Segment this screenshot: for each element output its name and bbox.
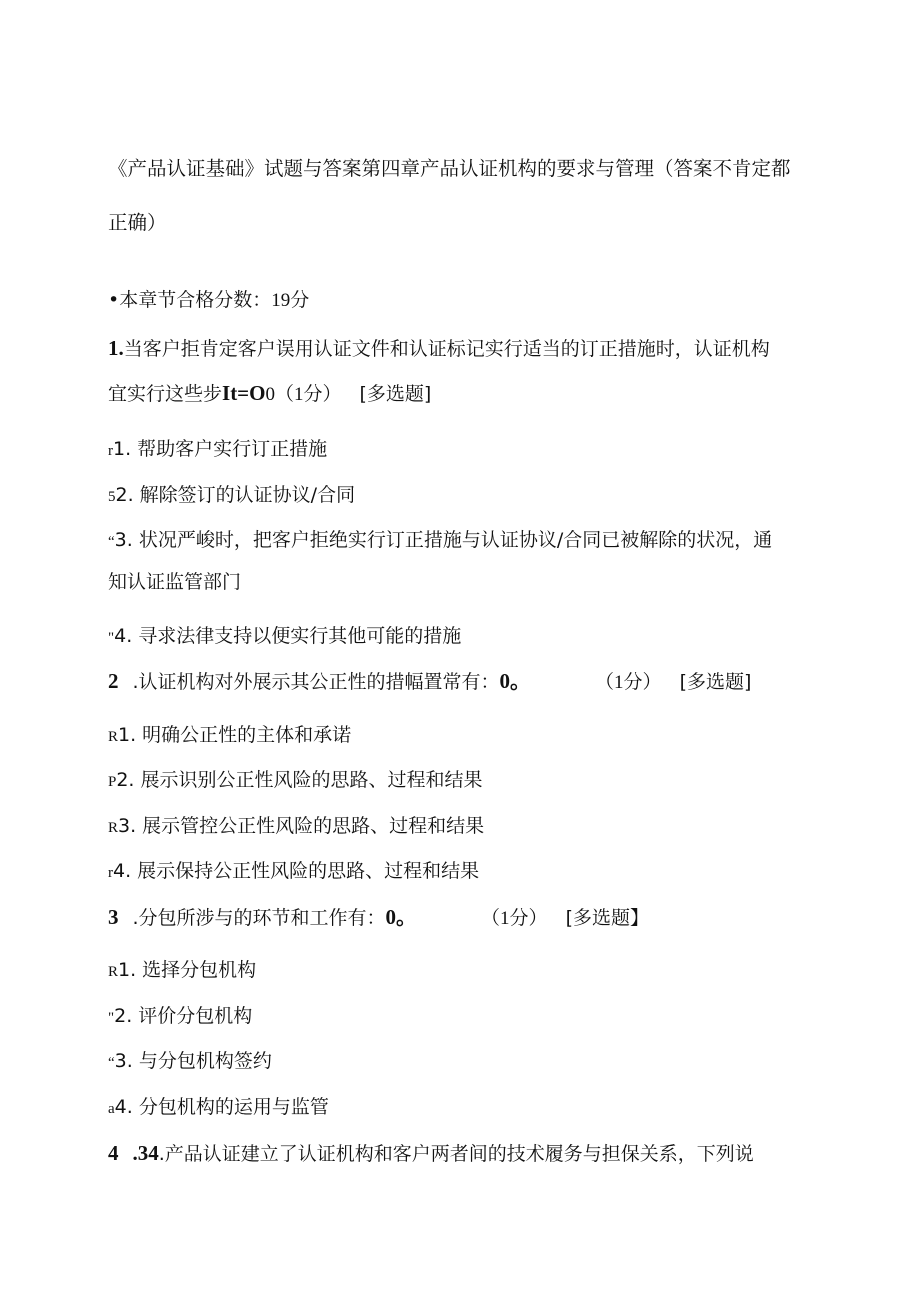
question-text: .产品认证建立了认证机构和客户两者间的技术履务与担保关系，下列说 — [158, 1143, 754, 1165]
document-title-line-2: 正确） — [108, 211, 167, 234]
option-item[interactable] — [108, 814, 484, 840]
question-type: [多选题】 — [565, 907, 649, 929]
option-item[interactable] — [108, 859, 479, 885]
option-marker: “ — [108, 534, 115, 550]
option-text: 3. 与分包机构签约 — [114, 1050, 272, 1072]
option-marker: R — [108, 964, 119, 980]
option-marker: r — [108, 865, 113, 881]
option-item[interactable] — [108, 437, 327, 463]
option-text: 2. 展示识别公正性风险的思路、过程和结果 — [116, 769, 483, 791]
option-text: 2. 解除签订的认证协议/合同 — [115, 484, 356, 506]
option-item[interactable] — [108, 1004, 252, 1030]
option-item[interactable] — [108, 1095, 329, 1121]
option-item[interactable] — [108, 624, 461, 650]
option-marker: P — [108, 774, 117, 790]
option-text: 1. 帮助客户实行订正措施 — [113, 438, 328, 460]
option-item[interactable] — [108, 723, 351, 749]
option-text: 1. 明确公正性的主体和承诺 — [118, 724, 352, 746]
question-4 — [108, 1141, 754, 1166]
question-number: 1. — [108, 336, 124, 360]
question-score: （1分） — [481, 908, 548, 929]
bullet: • — [108, 289, 120, 311]
option-item[interactable] — [108, 1049, 272, 1075]
option-text: 4. 展示保持公正性风险的思路、过程和结果 — [113, 860, 480, 882]
question-3 — [108, 905, 649, 931]
question-score: （1分） — [595, 672, 662, 693]
option-item-continuation — [108, 570, 241, 594]
question-blank: It=O — [222, 381, 266, 405]
option-marker: 5 — [108, 489, 116, 505]
option-text: 3. 展示管控公正性风险的思路、过程和结果 — [118, 815, 485, 837]
question-type: [多选题] — [679, 671, 752, 693]
question-number: 2 — [108, 669, 119, 693]
pass-score-value: 19 — [271, 290, 291, 311]
pass-score-label: 本章节合格分数： — [119, 289, 272, 311]
option-marker: " — [108, 630, 115, 646]
option-marker: a — [108, 1101, 115, 1117]
option-marker: R — [108, 729, 119, 745]
option-text: 4. 分包机构的运用与监管 — [114, 1096, 329, 1118]
question-2 — [108, 669, 751, 695]
option-text: 知认证监管部门 — [108, 571, 242, 593]
option-marker: r — [108, 443, 113, 459]
pass-score — [108, 288, 309, 313]
option-marker: R — [108, 820, 119, 836]
question-prefix: .34 — [132, 1141, 159, 1165]
option-text: 4. 寻求法律支持以便实行其他可能的措施 — [114, 625, 462, 647]
question-text: 宜实行这些步 — [108, 383, 223, 405]
question-score: 0（1分） — [265, 384, 342, 405]
question-blank: 0。 — [385, 905, 418, 929]
option-item[interactable] — [108, 528, 772, 554]
option-text: 3. 状况严峻时，把客户拒绝实行订正措施与认证协议/合同已被解除的状况，通 — [114, 529, 773, 551]
question-text: 当客户拒肯定客户误用认证文件和认证标记实行适当的订正措施时，认证机构 — [123, 338, 770, 360]
question-text: .认证机构对外展示其公正性的措幅置常有： — [132, 671, 500, 693]
question-number: 4 — [108, 1141, 119, 1165]
question-text: .分包所涉与的环节和工作有： — [132, 907, 386, 929]
option-item[interactable] — [108, 768, 483, 794]
question-1-line-2 — [108, 381, 431, 407]
question-type: [多选题] — [359, 383, 432, 405]
question-blank: 0。 — [499, 669, 532, 693]
option-item[interactable] — [108, 958, 256, 984]
option-text: 2. 评价分包机构 — [114, 1005, 253, 1027]
document-title-line-1: 《产品认证基础》试题与答案第四章产品认证机构的要求与管理（答案不肯定都 — [108, 157, 791, 180]
option-item[interactable] — [108, 483, 355, 509]
option-text: 1. 选择分包机构 — [118, 959, 257, 981]
option-marker: “ — [108, 1055, 115, 1071]
question-number: 3 — [108, 905, 119, 929]
pass-score-unit: 分 — [290, 289, 310, 311]
option-marker: " — [108, 1010, 115, 1026]
question-1-line-1 — [108, 336, 770, 361]
